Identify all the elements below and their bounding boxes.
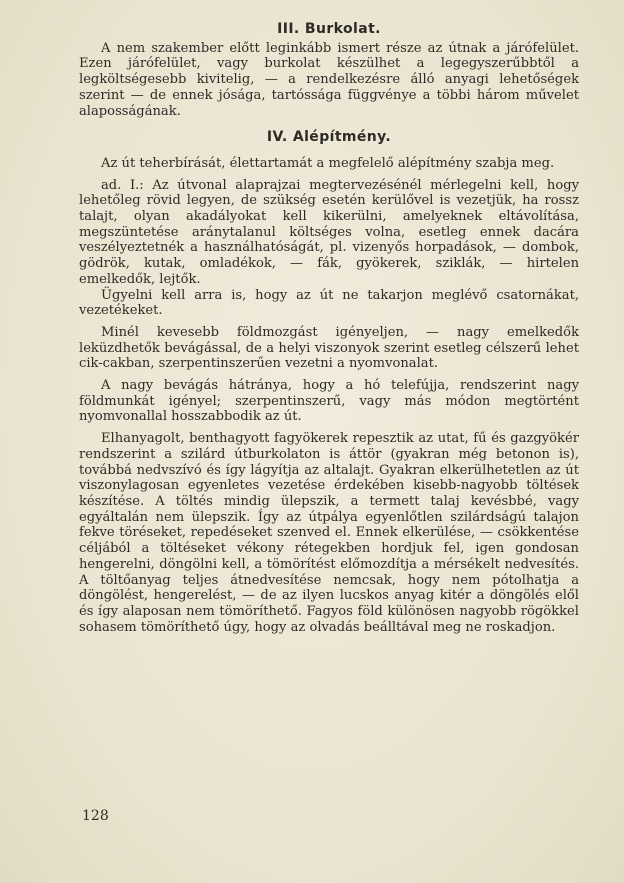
paragraph-fagyokerek: Elhanyagolt, benthagyott fagyökerek repesztik az utat, fű és gazgyökér rendszerint a szilárd útburkolaton is áttör (gyakran még betonon is), továbbá nedvszívó és így lágyítja az altalajt. Gyakran elkerülhetetlen az út viszonylagosan egyenletes vezetése érdekében kisebb-nagyobb töltések készítése. A töltés mindig ülepszik, a termett talaj kevésbbé, vagy egyáltalán nem ülepszik. Így az útpálya egyenlőtlen szilárdságú talajon fekve töréseket, repedéseket szenved el. Ennek elkerülése, — csökkentése céljából a töltéseket vékony rétegekben hordjuk fel, igen gondosan hengerelni, döngölni kell, a tömörítést előmozdítja a mérsékelt nedvesítés. A töltőanyag teljes átnedvesítése nemcsak, hogy nem pótolhatja a döngölést, hengerelést, — de az ilyen lucskos anyag kitér a döngölés elől és így alaposan nem tömöríthető. Fagyos föld különösen nagyobb rögökkel sohasem tömöríthető úgy, hogy az olvadás beálltával meg ne roskadjon. xyxy=(79,431,579,635)
page-number: 128 xyxy=(82,808,109,824)
paragraph-bevagas: A nagy bevágás hátránya, hogy a hó telefújja, rendszerint nagy földmunkát igényel; szerpentinszerű, vagy más módon megtörtént nyomvonallal hosszabbodik az út. xyxy=(79,378,579,425)
paragraph-burkolat: A nem szakember előtt leginkább ismert része az útnak a járófelület. Ezen járófelület, vagy burkolat készülhet a legegyszerűbbtől a legköltségesebb kivitelig, — a rendelkezésre álló anyagi lehetőségek szerint — de ennek jósága, tartóssága függvénye a többi három művelet alaposságának. xyxy=(79,40,579,119)
paragraph-foldmozgas: Minél kevesebb földmozgást igényeljen, — nagy emelkedők leküzdhetők bevágással, de a helyi viszonyok szerint esetleg célszerű lehet cik-cakban, szerpentinszerűen vezetni a nyomvonalat. xyxy=(79,324,579,372)
paragraph-alepitmeny: Az út teherbírását, élettartamát a megfelelő alépítmény szabja meg. xyxy=(101,155,555,171)
paragraph-csatornak: Ügyelni kell arra is, hogy az út ne takarjon meglévő csatornákat, vezetékeket. xyxy=(79,287,579,319)
section-heading-burkolat: III. Burkolat. xyxy=(277,21,381,37)
section-heading-alepitmeny: IV. Alépítmény. xyxy=(266,129,392,146)
page-body xyxy=(79,22,579,635)
paragraph-nyomvonal: ad. I.: Az útvonal alaprajzai megtervezésénél mérlegelni kell, hogy lehetőleg rövid legyen, de szükség esetén kerülővel is vezetjük, ha rossz talajt, olyan akadályokat kell kikerülni, amelyeknek eltávolítása, megszüntetése aránytalanul költséges volna, esetleg ennek dacára veszélyeztetnék a használhatóságát, pl. vizenyős horpadások, — dombok, gödrök, kutak, omladékok, — fák, gyökerek, sziklák, — hirtelen emelkedők, lejtők. xyxy=(79,177,579,287)
